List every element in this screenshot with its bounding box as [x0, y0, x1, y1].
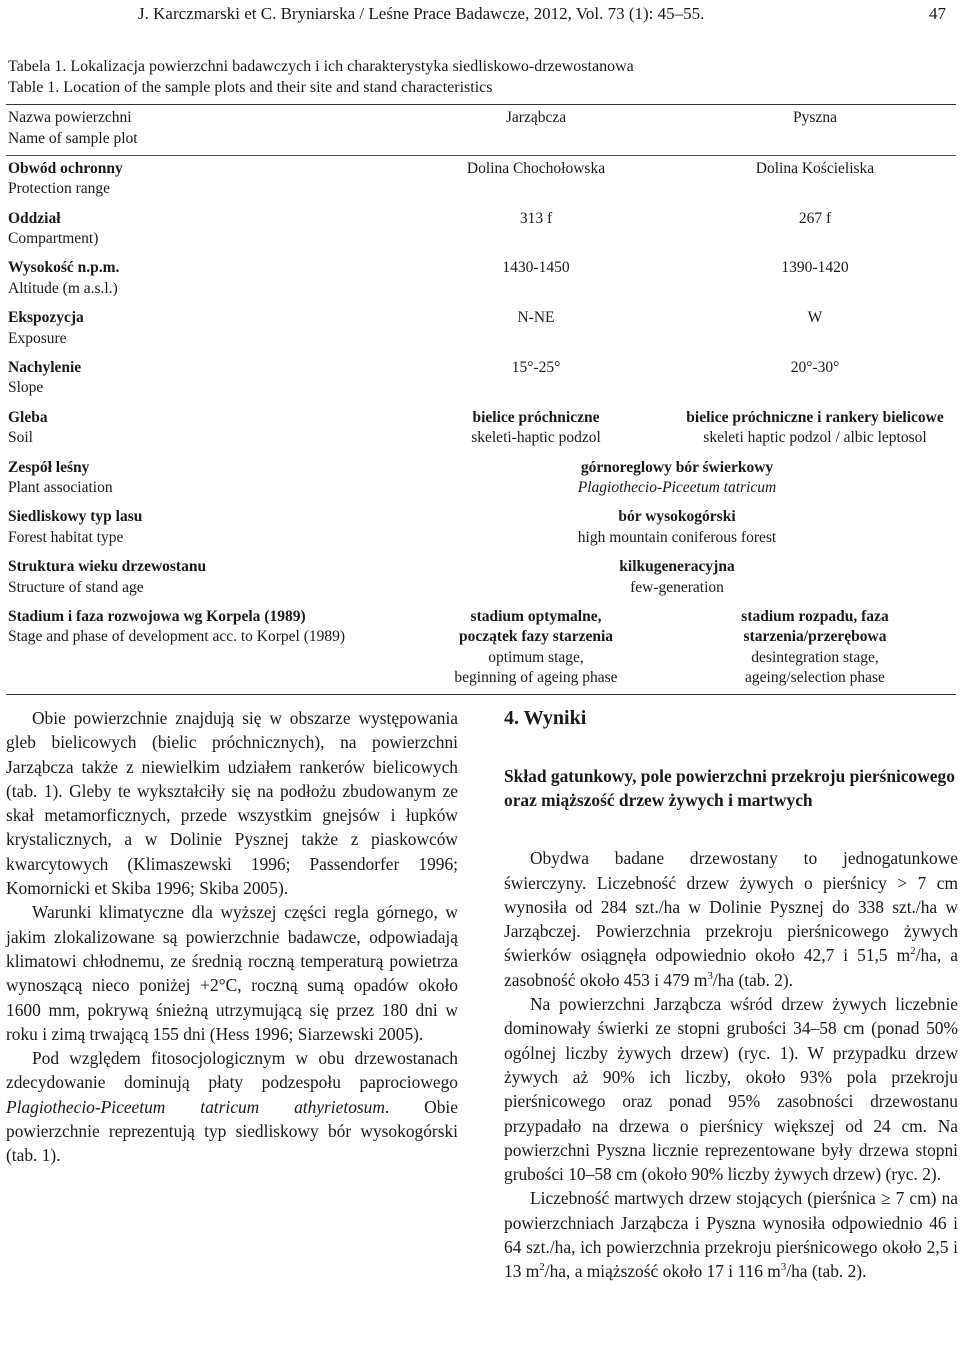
cell-both: [398, 554, 956, 604]
value-latin: Plagiothecio-Piceetum tatricum: [577, 479, 777, 497]
row-label: [6, 206, 398, 256]
value-en: few-generation: [630, 578, 724, 596]
cell-pyszna: 1390-1420: [781, 259, 849, 277]
caption-en: Table 1. Location of the sample plots and their site and stand characteristics: [8, 79, 493, 96]
right-column: [504, 706, 958, 1284]
value-pl: starzenia/przerębowa: [743, 628, 887, 646]
table-caption: [8, 56, 948, 98]
table-row: [6, 455, 956, 505]
plots-table: [6, 104, 956, 695]
label-en: Protection range: [8, 180, 111, 198]
label-pl: Nachylenie: [8, 358, 82, 376]
label-en: Altitude (m a.s.l.): [8, 279, 118, 297]
superscript: 2: [539, 1261, 545, 1274]
paragraph: [504, 846, 958, 992]
cell-pyszna: 267 f: [798, 209, 832, 227]
value-en: desintegration stage,: [751, 648, 879, 666]
cell-pyszna: Dolina Kościeliska: [755, 159, 875, 177]
table-row: [6, 255, 956, 305]
section-heading: 4. Wyniki: [504, 707, 587, 729]
label-pl: Nazwa powierzchni: [8, 109, 132, 126]
row-label: [6, 255, 398, 305]
table-row: [6, 206, 956, 256]
cell-pyszna: 20°-30°: [790, 358, 840, 376]
page-number: 47: [929, 4, 946, 23]
superscript: 3: [707, 969, 713, 982]
cell-pyszna: [674, 405, 956, 455]
label-pl: Wysokość n.p.m.: [8, 259, 120, 277]
text-run: /ha, a miąższość około 17 i 116 m: [544, 1261, 781, 1282]
label-en: Slope: [8, 379, 44, 397]
table-row: [6, 155, 956, 205]
text-run: Obydwa badane drzewostany to jednogatunkowe świerczyny. Liczebność drzew żywych o pierśnicy > 7 cm wynosiła od 284 szt./ha w Dolinie Pysznej do 338 szt./ha w Jarząbczej. Powierzchnia przekroju pierśnicowego żywych świerków osiągnęła odpowiednio około 42,7 i 51,5 m: [504, 848, 958, 966]
cell-pyszna: W: [807, 309, 823, 327]
text-run: Pod względem fitosocjologicznym w obu drzewostanach zdecydowanie dominują płaty podzespołu paprociowego: [6, 1048, 458, 1093]
row-label: [6, 504, 398, 554]
value-en: skeleti haptic podzol / albic leptosol: [703, 429, 927, 447]
value-pl: stadium rozpadu, faza: [741, 607, 889, 625]
value-en: high mountain coniferous forest: [577, 528, 777, 546]
table-row: [6, 504, 956, 554]
cell-jarzabcza: Dolina Chochołowska: [466, 159, 606, 177]
value-pl: bór wysokogórski: [618, 508, 736, 526]
row-label: [6, 355, 398, 405]
label-pl: Gleba: [8, 408, 48, 426]
latin-name: Plagiothecio-Piceetum tatricum athyrietosum: [6, 1096, 385, 1117]
label-en: Plant association: [8, 479, 113, 497]
label-en: Forest habitat type: [8, 528, 124, 546]
table-row: [6, 604, 956, 695]
value-en: optimum stage,: [488, 648, 584, 666]
value-pl: początek fazy starzenia: [458, 628, 614, 646]
label-en: Soil: [8, 429, 33, 447]
row-label: [6, 554, 398, 604]
label-pl: Zespół leśny: [8, 458, 90, 476]
cell-both: [398, 504, 956, 554]
running-header: [0, 4, 960, 28]
cell-pyszna: [674, 604, 956, 695]
cell-both: [398, 455, 956, 505]
value-pl: kilkugeneracyjna: [619, 558, 735, 576]
paragraph: Warunki klimatyczne dla wyższej części regla górnego, w jakim zlokalizowane są powierzchnie badawcze, odpowiadają klimatowi chłodnemu, ze średnią roczną temperaturą powietrza wynoszącą nieco poniżej +2°C, roczną sumą opadów około 1600 mm, pokrywą śnieżną utrzymującą się przez 180 dni w roku i zimą trwającą 155 dni (Hess 1996; Siarzewski 2005).: [6, 902, 458, 1044]
row-label: [6, 604, 398, 695]
table-row: [6, 355, 956, 405]
row-label: [6, 405, 398, 455]
text-run: . Obie powierzchnie reprezentują typ siedliskowy bór wysokogórski (tab. 1).: [6, 1096, 458, 1166]
paragraph: [504, 1186, 958, 1283]
label-pl: Struktura wieku drzewostanu: [8, 558, 207, 576]
text-run: Liczebność martwych drzew stojących (pierśnica ≥ 7 cm) na powierzchniach Jarząbcza i Pyszna wynosiła odpowiednio 46 i 64 szt./ha, ich powierzchnia przekroju pierśnicowego około 2,5 i 13 m: [504, 1188, 958, 1282]
cell-jarzabcza: N-NE: [517, 309, 555, 327]
cell-pyszna: Pyszna: [674, 105, 956, 156]
label-en: Exposure: [8, 329, 67, 347]
cell-jarzabcza: Jarząbcza: [398, 105, 674, 156]
label-pl: Stadium i faza rozwojowa wg Korpela (1989): [8, 607, 306, 625]
label-pl: Siedliskowy typ lasu: [8, 508, 143, 526]
running-title: J. Karczmarski et C. Bryniarska / Leśne Prace Badawcze, 2012, Vol. 73 (1): 45–55.: [138, 4, 705, 23]
label-en: Stage and phase of development acc. to Korpel (1989): [8, 628, 346, 646]
value-pl: górnoreglowy bór świerkowy: [580, 458, 774, 476]
paragraph: [6, 1046, 458, 1167]
row-label: [6, 105, 398, 156]
subsection-heading: Skład gatunkowy, pole powierzchni przekroju pierśnicowego oraz miąższość drzew żywych i martwych: [504, 766, 955, 811]
row-label: [6, 305, 398, 355]
label-en: Structure of stand age: [8, 578, 144, 596]
superscript: 3: [780, 1261, 787, 1274]
value-pl: bielice próchniczne i rankery bielicowe: [686, 408, 944, 426]
text-run: /ha (tab. 2).: [712, 969, 794, 990]
table-row: [6, 554, 956, 604]
text-run: /ha (tab. 2).: [786, 1261, 867, 1282]
row-label: [6, 155, 398, 205]
cell-jarzabcza: [398, 405, 674, 455]
row-label: [6, 455, 398, 505]
label-en: Compartment): [8, 230, 99, 248]
label-en: Name of sample plot: [8, 129, 138, 147]
caption-pl: Tabela 1. Lokalizacja powierzchni badawczych i ich charakterystyka siedliskowo-drzewostanowa: [8, 58, 634, 75]
text-run: /ha, a zasobność około 453 i 479 m: [504, 945, 958, 990]
cell-jarzabcza: 313 f: [519, 209, 553, 227]
paragraph: Na powierzchni Jarząbcza wśród drzew żywych liczebnie dominowały świerki ze stopni grubości 34–58 cm (ponad 50% ogólnej liczby żywych drzew) (ryc. 1). W przypadku drzew żywych aż 90% ich liczby, około 93% pola przekroju pierśnicowego oraz ponad 95% zasobności drzewostanu przypadało na drzewa o pierśnicy większej od 24 cm. Na powierzchni Pyszna licznie reprezentowane były drzewa stopni grubości 10–58 cm (około 90% liczby żywych drzew) (ryc. 2).: [504, 994, 958, 1185]
cell-jarzabcza: 1430-1450: [502, 259, 570, 277]
table-row: [6, 105, 956, 156]
value-pl: bielice próchniczne: [472, 408, 600, 426]
label-pl: Oddział: [8, 209, 61, 227]
superscript: 2: [910, 945, 916, 958]
value-en: skeleti-haptic podzol: [471, 429, 601, 447]
value-en: ageing/selection phase: [745, 669, 885, 687]
value-pl: stadium optymalne,: [470, 607, 602, 625]
cell-jarzabcza: [398, 604, 674, 695]
paragraph: Obie powierzchnie znajdują się w obszarze występowania gleb bielicowych (bielic próchnicznych), na powierzchni Jarząbcza także z niewielkim udziałem rankerów bielicowych (tab. 1). Gleby te wykształciły się na podłożu zbudowanym ze skał metamorficznych, przede wszystkim gnejsów i łupków krystalicznych, a w Dolinie Pysznej także z piaskowców kwarcytowych (Klimaszewski 1996; Passendorfer 1996; Komornicki et Skiba 1996; Skiba 2005).: [6, 708, 458, 899]
value-en: beginning of ageing phase: [454, 669, 618, 687]
cell-jarzabcza: 15°-25°: [511, 358, 561, 376]
table-row: [6, 405, 956, 455]
label-pl: Obwód ochronny: [8, 159, 123, 177]
table-row: [6, 305, 956, 355]
label-pl: Ekspozycja: [8, 309, 84, 327]
left-column: [6, 706, 458, 1168]
